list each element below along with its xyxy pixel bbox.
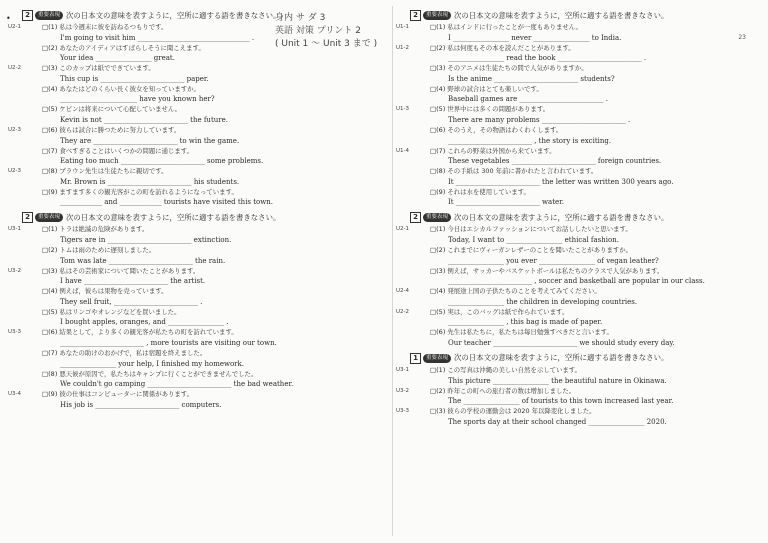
japanese-prompt: あなたのアイディアはすばらしそうに聞こえます。 — [59, 43, 205, 52]
question-number: □(6) — [430, 125, 446, 134]
japanese-prompt: 私は何度もその本を読んだことがあります。 — [447, 43, 575, 52]
unit-label: U2-3 — [8, 126, 22, 133]
unit-label: U1-4 — [396, 147, 410, 154]
japanese-prompt: ますます多くの観光客がこの町を訪れるようになっています。 — [59, 187, 238, 196]
question-item — [22, 44, 382, 65]
english-sentence: I'm going to visit him ________________________________ . — [60, 33, 255, 42]
japanese-prompt: 悪天候が原因で，私たちはキャンプに行くことができませんでした。 — [59, 369, 258, 378]
english-sentence: They sell fruit, ________________________ . — [60, 297, 203, 306]
question-item — [22, 246, 382, 267]
japanese-prompt: 彼らは試合に勝つために努力しています。 — [59, 125, 181, 134]
japanese-prompt: 昨年この町への旅行者の数は増加しました。 — [447, 386, 576, 395]
japanese-prompt: ブラウン先生は生徒たちに親切です。 — [59, 167, 168, 176]
english-sentence: ________________________ , more tourists are visiting our town. — [60, 338, 277, 347]
question-item — [410, 85, 750, 106]
unit-label: U2-1 — [396, 226, 410, 233]
question-item — [8, 328, 382, 349]
question-item — [8, 23, 382, 44]
question-number: □(3) — [42, 266, 58, 275]
english-sentence: We couldn't go camping ________________________ the bad weather. — [60, 380, 294, 389]
japanese-prompt: そのうえ，その物語はわくわくします。 — [447, 125, 563, 134]
english-sentence: His job is ________________________ computers. — [60, 400, 222, 409]
english-sentence: Our teacher ________________________ we should study every day. — [448, 338, 675, 347]
japanese-prompt: 例えば，サッカーやバスケットボールは私たちのクラスで人気があります。 — [447, 266, 664, 275]
question-item — [396, 23, 750, 44]
english-sentence: Mr. Brown is ________________________ his students. — [60, 177, 240, 186]
section-header — [410, 353, 750, 364]
japanese-prompt: 先生は私たちに，私たちは毎日勉強すべきだと言います。 — [447, 328, 613, 337]
question-item — [8, 167, 382, 188]
question-number: □(3) — [42, 64, 58, 73]
japanese-prompt: トムは雨のために遅刻しました。 — [59, 245, 156, 254]
japanese-prompt: そのアニメは生徒たちの間で人気がありますか。 — [447, 64, 588, 73]
section-number: 1 — [410, 353, 421, 364]
japanese-prompt: これまでにヴィーガンレザーのことを聞いたことがありますか。 — [447, 245, 633, 254]
english-sentence: They are ________________________ to win the game. — [60, 136, 240, 145]
section-header — [22, 10, 382, 21]
japanese-prompt: トラは絶滅の危険があります。 — [59, 225, 149, 234]
english-sentence: ______________________ have you known her? — [60, 95, 215, 104]
english-sentence: This cup is ________________________ paper. — [60, 74, 209, 83]
unit-label: U3-1 — [396, 366, 410, 373]
question-number: □(5) — [430, 307, 446, 316]
unit-label: U1-3 — [396, 106, 410, 113]
english-sentence: This picture ________________ the beautiful nature in Okinawa. — [448, 376, 667, 385]
question-item — [396, 287, 750, 308]
japanese-prompt: ケビンは将来について心配していません。 — [59, 105, 182, 114]
question-item — [8, 125, 382, 147]
japanese-prompt: 実は，このバッグは紙で作られています。 — [447, 307, 569, 316]
question-number: □(6) — [42, 125, 58, 134]
english-sentence: Today, I want to ________________ ethical fashion. — [448, 235, 619, 244]
question-item — [396, 43, 750, 65]
japanese-prompt: 彼らの学校の運動会は 2020 年以降変化しました。 — [447, 407, 596, 416]
question-item — [22, 85, 382, 106]
japanese-prompt: 野球の試合はとても楽しいです。 — [447, 84, 543, 93]
section-badge: 重要表現 — [423, 11, 451, 20]
question-item — [410, 246, 750, 267]
unit-label: U3-2 — [396, 387, 410, 394]
section-instructions: 次の日本文の意味を表すように，空所に適する語を書きなさい。 — [66, 212, 281, 222]
question-number: □(1) — [42, 225, 58, 234]
english-sentence: It ________________________ the letter was written 300 years ago. — [448, 177, 674, 186]
handwritten-line-3: ( Unit 1 〜 Unit 3 まで ) — [275, 39, 378, 49]
english-sentence: I bought apples, oranges, and ________________ . — [60, 318, 229, 327]
question-item — [396, 105, 750, 126]
japanese-prompt: 食べすぎることはいくつかの問題に通じます。 — [59, 146, 194, 155]
japanese-prompt: このカップは紙でできています。 — [59, 64, 155, 73]
question-number: □(3) — [430, 407, 446, 416]
exercise-section — [8, 212, 382, 410]
question-number: □(2) — [430, 43, 446, 52]
question-number: □(4) — [430, 287, 446, 296]
english-sentence: Your idea ________________ great. — [60, 54, 175, 63]
page-number: 23 — [738, 34, 746, 41]
question-number: □(7) — [42, 146, 58, 155]
unit-label: U3-1 — [8, 226, 22, 233]
japanese-prompt: 彼の仕事はコンピューターに関係があります。 — [59, 390, 194, 399]
right-column — [396, 10, 750, 432]
unit-label: U2-2 — [396, 308, 410, 315]
section-header — [410, 10, 750, 21]
japanese-prompt: 今日はエシカルファッションについてお話ししたいと思います。 — [447, 225, 632, 234]
question-item — [396, 407, 750, 428]
japanese-prompt: 私はその芸術家について聞いたことがあります。 — [59, 266, 200, 275]
handwritten-line-1: 身内 サ ダ 3 — [275, 13, 326, 23]
section-badge: 重要表現 — [35, 11, 63, 20]
unit-label: U2-4 — [396, 288, 410, 295]
unit-label: U1-2 — [396, 44, 410, 51]
question-item — [22, 308, 382, 329]
unit-label: U2-3 — [8, 168, 22, 175]
question-item — [410, 126, 750, 147]
question-item — [410, 167, 750, 188]
section-badge: 重要表現 — [423, 213, 451, 222]
english-sentence: ________________ , this bag is made of paper. — [448, 318, 603, 327]
english-sentence: Tom was late ________________________ the rain. — [60, 256, 226, 265]
japanese-prompt: 発展途上国の子供たちのことを考えてみてください。 — [447, 287, 601, 296]
question-number: □(5) — [430, 105, 446, 114]
section-badge: 重要表現 — [423, 354, 451, 363]
question-number: □(4) — [430, 84, 446, 93]
section-number: 2 — [410, 212, 421, 223]
question-number: □(9) — [430, 187, 446, 196]
question-number: □(1) — [430, 365, 446, 374]
japanese-prompt: それは水を使用しています。 — [447, 187, 530, 196]
exercise-section — [396, 353, 750, 428]
question-item — [396, 225, 750, 246]
question-number: □(4) — [42, 287, 58, 296]
japanese-prompt: あなたはどのくらい長く彼女を知っていますか。 — [59, 84, 200, 93]
question-item — [22, 370, 382, 391]
japanese-prompt: 例えば，彼らは果物を売っています。 — [59, 287, 168, 296]
question-number: □(1) — [42, 23, 58, 31]
japanese-prompt: 私は今週末に彼を訪ねるつもりです。 — [59, 23, 168, 31]
question-item — [22, 105, 382, 126]
unit-label: U2-2 — [8, 65, 22, 72]
unit-label: U3-3 — [396, 408, 410, 415]
question-number: □(6) — [430, 328, 446, 337]
english-sentence: I have ________________________ the artist. — [60, 277, 206, 286]
question-item — [410, 267, 750, 288]
question-item — [22, 147, 382, 168]
left-column — [8, 10, 382, 415]
question-item — [396, 307, 750, 329]
question-number: □(4) — [42, 84, 58, 93]
question-number: □(9) — [42, 390, 58, 399]
question-item — [8, 266, 382, 288]
japanese-prompt: この写真は沖縄の美しい自然を示しています。 — [447, 365, 582, 374]
japanese-prompt: 世界中には多くの問題があります。 — [447, 105, 550, 114]
english-sentence: There are many problems ________________________ . — [448, 115, 631, 124]
english-sentence: It ________________________ water. — [448, 198, 564, 207]
english-sentence: Tigers are in ________________________ extinction. — [60, 235, 232, 244]
question-number: □(7) — [430, 146, 446, 155]
column-divider — [392, 6, 393, 536]
question-number: □(6) — [42, 328, 58, 337]
english-sentence: Is the anime ________________________ students? — [448, 74, 615, 83]
question-item — [22, 188, 382, 209]
question-item — [410, 64, 750, 85]
section-instructions: 次の日本文の意味を表すように，空所に適する語を書きなさい。 — [66, 10, 281, 20]
question-number: □(7) — [42, 348, 58, 357]
exercise-section — [8, 10, 382, 208]
exercise-section — [396, 212, 750, 349]
english-sentence: These vegetables ________________________ foreign countries. — [448, 157, 662, 166]
section-instructions: 次の日本文の意味を表すように，空所に適する語を書きなさい。 — [454, 212, 669, 222]
question-number: □(1) — [430, 225, 446, 234]
question-number: □(5) — [42, 307, 58, 316]
question-item — [396, 386, 750, 408]
question-item — [22, 287, 382, 308]
question-number: □(2) — [430, 245, 446, 254]
question-item — [22, 349, 382, 370]
question-item — [396, 146, 750, 168]
question-number: □(8) — [430, 167, 446, 176]
question-number: □(5) — [42, 105, 58, 114]
english-sentence: ________________ read the book ________________________ . — [448, 54, 647, 63]
question-number: □(8) — [42, 167, 58, 176]
section-badge: 重要表現 — [35, 213, 63, 222]
english-sentence: Baseball games are ________________________ . — [448, 95, 608, 104]
unit-label: U1-1 — [396, 24, 410, 30]
question-number: □(9) — [42, 187, 58, 196]
section-number: 2 — [22, 212, 33, 223]
section-header — [410, 212, 750, 223]
question-number: □(2) — [42, 245, 58, 254]
english-sentence: ________________ your help, I finished my homework. — [60, 359, 244, 368]
exercise-section — [396, 10, 750, 208]
section-instructions: 次の日本文の意味を表すように，空所に適する語を書きなさい。 — [454, 10, 669, 20]
japanese-prompt: あなたの助けのおかげで，私は宿題を終えました。 — [59, 348, 207, 357]
english-sentence: ________________ the children in developing countries. — [448, 297, 638, 306]
unit-label: U2-1 — [8, 24, 22, 30]
english-sentence: The sports day at their school changed ________________ 2020. — [448, 417, 667, 426]
unit-label: U3-3 — [8, 329, 22, 336]
question-item — [396, 365, 750, 387]
question-item — [410, 188, 750, 209]
english-sentence: ________________________ , soccer and basketball are popular in our class. — [448, 277, 705, 286]
handwritten-line-2: 英語 対策 プリント 2 — [275, 26, 361, 36]
section-number: 2 — [22, 10, 33, 21]
english-sentence: The ________________ of tourists to this town increased last year. — [448, 397, 674, 406]
unit-label: U3-4 — [8, 391, 22, 398]
english-sentence: I ________________ never ________________ to India. — [448, 33, 622, 42]
question-number: □(3) — [430, 266, 446, 275]
english-sentence: ____________ and ____________ tourists have visited this town. — [60, 198, 274, 207]
question-number: □(1) — [430, 23, 446, 31]
english-sentence: Eating too much ________________________ some problems. — [60, 157, 264, 166]
japanese-prompt: その手紙は 300 年前に書かれたと言われています。 — [447, 167, 598, 176]
question-item — [8, 64, 382, 85]
unit-label: U3-2 — [8, 267, 22, 274]
section-number: 2 — [410, 10, 421, 21]
question-number: □(3) — [430, 64, 446, 73]
question-item — [8, 225, 382, 246]
japanese-prompt: これらの野菜は外国から来ています。 — [447, 146, 556, 155]
japanese-prompt: 私はインドに行ったことが一度もありません。 — [447, 23, 582, 31]
corner-mark: • — [6, 14, 11, 23]
english-sentence: ________________________ , the story is exciting. — [448, 136, 612, 145]
japanese-prompt: 私はリンゴやオレンジなどを買いました。 — [59, 307, 181, 316]
question-number: □(2) — [430, 386, 446, 395]
question-number: □(2) — [42, 43, 58, 52]
english-sentence: ________________ you ever ________________ of vegan leather? — [448, 256, 659, 265]
question-item — [410, 328, 750, 349]
question-item — [8, 390, 382, 411]
section-header — [22, 212, 382, 223]
question-number: □(8) — [42, 369, 58, 378]
japanese-prompt: 結果として，より多くの観光客が私たちの町を訪れています。 — [59, 328, 238, 337]
english-sentence: Kevin is not ________________________ the future. — [60, 115, 228, 124]
section-instructions: 次の日本文の意味を表すように，空所に適する語を書きなさい。 — [454, 353, 669, 363]
